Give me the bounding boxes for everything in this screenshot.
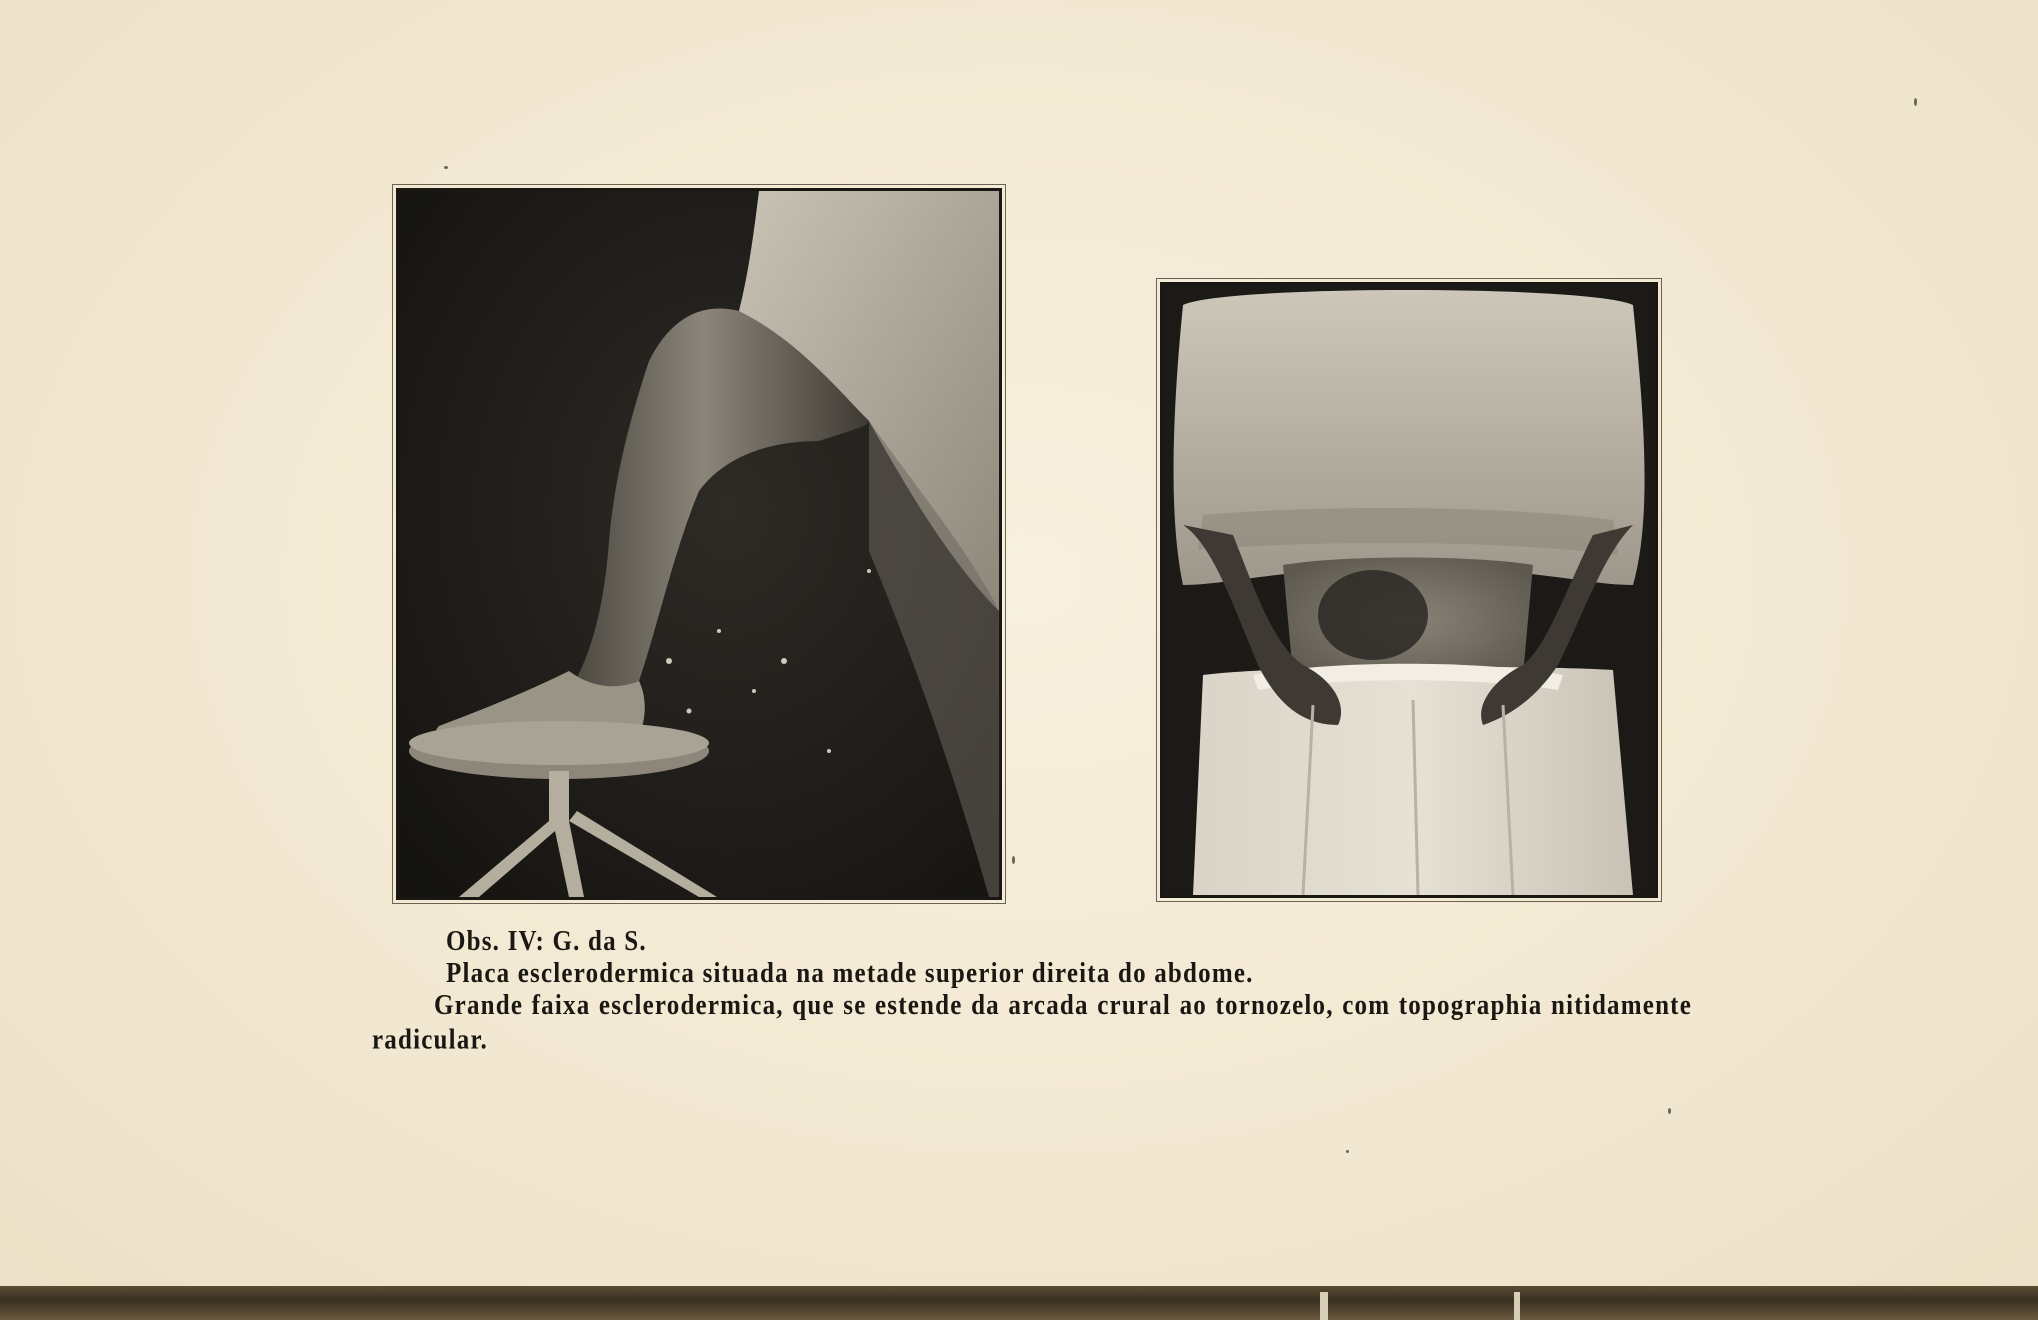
caption-observation-id: Obs. IV: G. da S. <box>446 926 647 957</box>
photo-leg-image <box>399 191 999 897</box>
scan-edge-band <box>0 1286 2038 1320</box>
paper-speck <box>1012 856 1015 864</box>
photo-abdomen-image <box>1163 285 1655 895</box>
scan-edge-mark <box>1320 1292 1328 1320</box>
scan-edge-mark <box>1514 1292 1520 1320</box>
caption-plaque-description: Placa esclerodermica situada na metade superior direita do abdome. <box>446 958 1254 989</box>
photo-abdomen-plate <box>1160 282 1658 898</box>
caption-band-description: Grande faixa esclerodermica, que se estende da arcada crural ao tornozelo, com topographia nitidamente radicular. <box>372 990 1692 1056</box>
paper-speck <box>444 166 448 169</box>
paper-speck <box>1914 98 1917 106</box>
photo-leg-plate <box>396 188 1002 900</box>
paper-speck <box>1668 1108 1671 1114</box>
paper-speck <box>1346 1150 1349 1153</box>
